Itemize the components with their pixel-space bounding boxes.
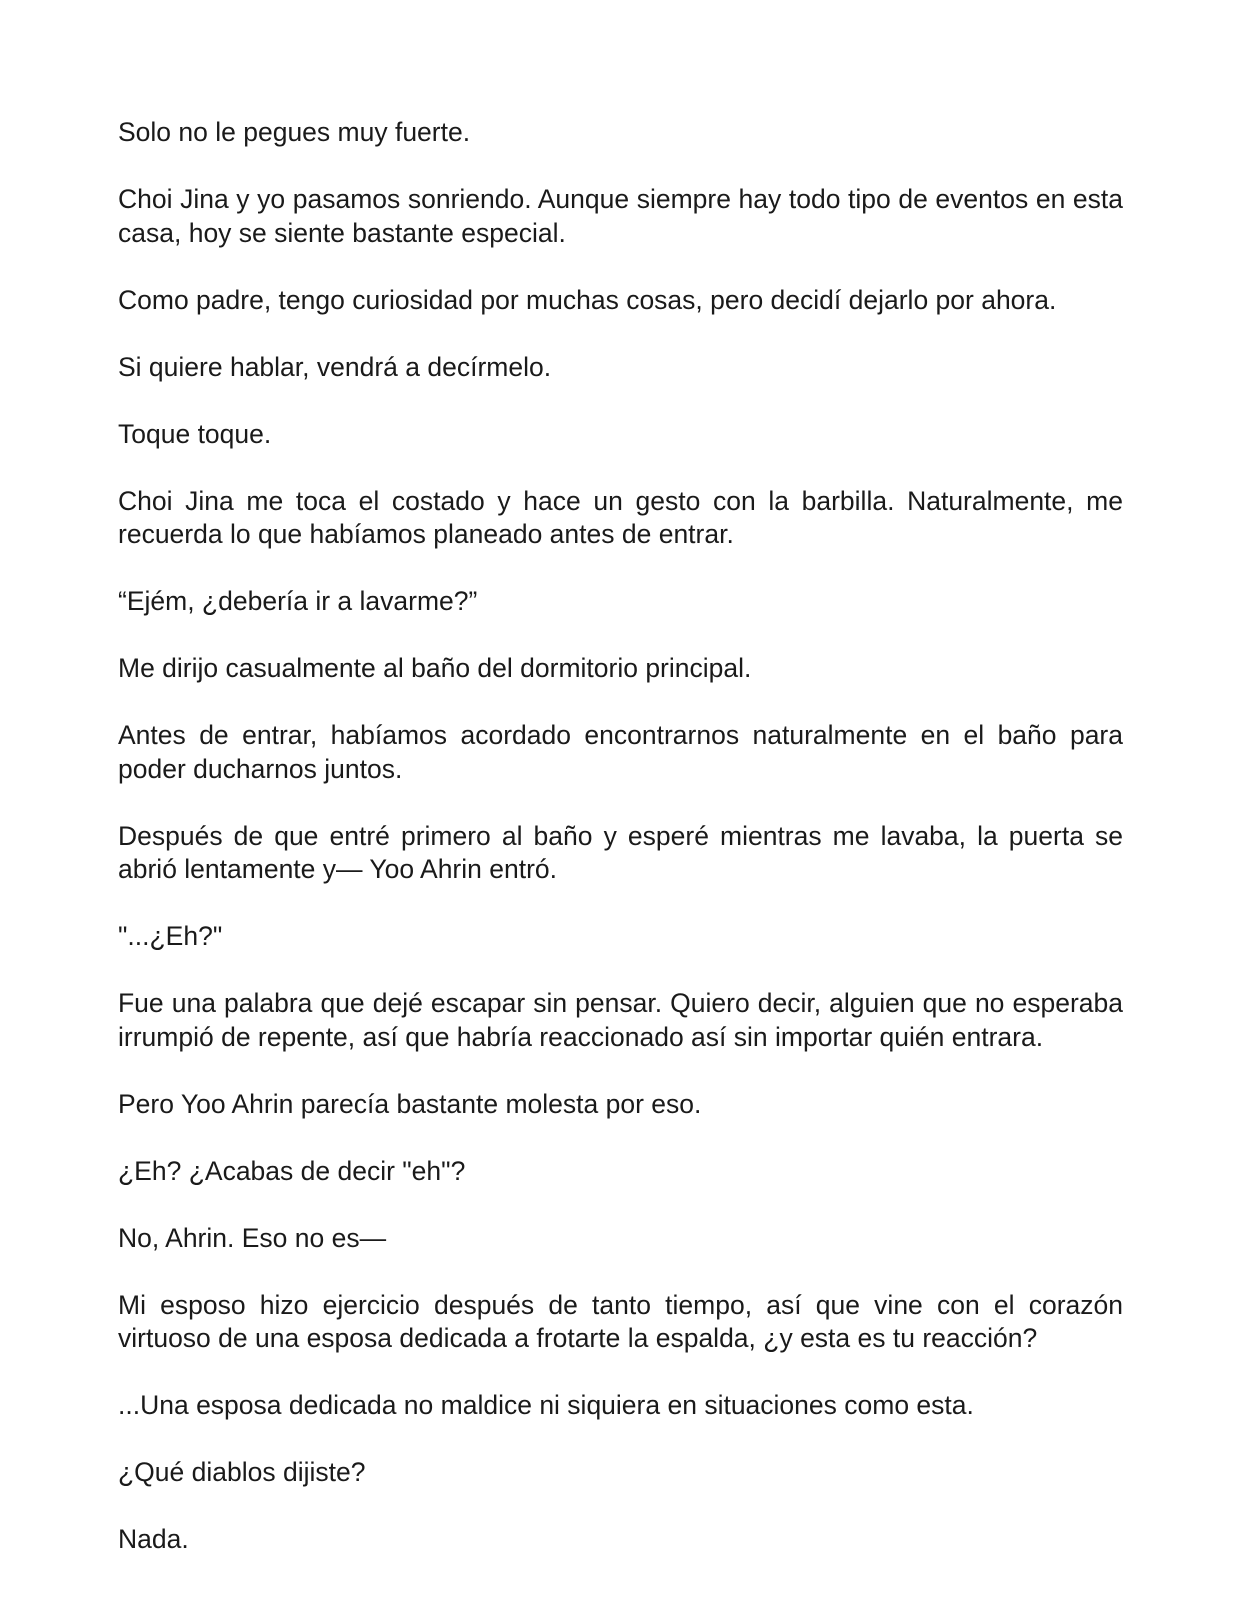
paragraph: Como padre, tengo curiosidad por muchas cosas, pero decidí dejarlo por ahora. — [118, 284, 1057, 315]
paragraph: ¿Eh? ¿Acabas de decir "eh"? — [118, 1155, 466, 1186]
paragraph: Pero Yoo Ahrin parecía bastante molesta por eso. — [118, 1088, 702, 1119]
paragraph: ¿Qué diablos dijiste? — [118, 1457, 366, 1487]
paragraph: Fue una palabra que dejé escapar sin pensar. Quiero decir, alguien que no esperaba irrumpió de repente, así que habría reaccionado así sin importar quién entrara. — [118, 988, 1123, 1052]
document-page — [118, 116, 1123, 1590]
paragraph: No, Ahrin. Eso no es— — [118, 1222, 387, 1253]
paragraph: Choi Jina y yo pasamos sonriendo. Aunque siempre hay todo tipo de eventos en esta casa, hoy se siente bastante especial. — [118, 184, 1123, 248]
paragraph: Mi esposo hizo ejercicio después de tanto tiempo, así que vine con el corazón virtuoso de una esposa dedicada a frotarte la espalda, ¿y esta es tu reacción? — [118, 1289, 1123, 1353]
paragraph: Choi Jina me toca el costado y hace un gesto con la barbilla. Naturalmente, me recuerda lo que habíamos planeado antes de entrar. — [118, 485, 1123, 549]
paragraph: Después de que entré primero al baño y esperé mientras me lavaba, la puerta se abrió lentamente y— Yoo Ahrin entró. — [118, 820, 1123, 884]
paragraph: Nada. — [118, 1524, 189, 1554]
paragraph: Me dirijo casualmente al baño del dormitorio principal. — [118, 653, 752, 683]
paragraph: Solo no le pegues muy fuerte. — [118, 117, 471, 147]
paragraph: "...¿Eh?" — [118, 921, 223, 951]
paragraph: “Ejém, ¿debería ir a lavarme?” — [118, 586, 478, 616]
paragraph: ...Una esposa dedicada no maldice ni siquiera en situaciones como esta. — [118, 1390, 974, 1420]
paragraph: Antes de entrar, habíamos acordado encontrarnos naturalmente en el baño para poder ducharnos juntos. — [118, 720, 1123, 784]
paragraph: Si quiere hablar, vendrá a decírmelo. — [118, 351, 552, 382]
paragraph: Toque toque. — [118, 418, 272, 449]
